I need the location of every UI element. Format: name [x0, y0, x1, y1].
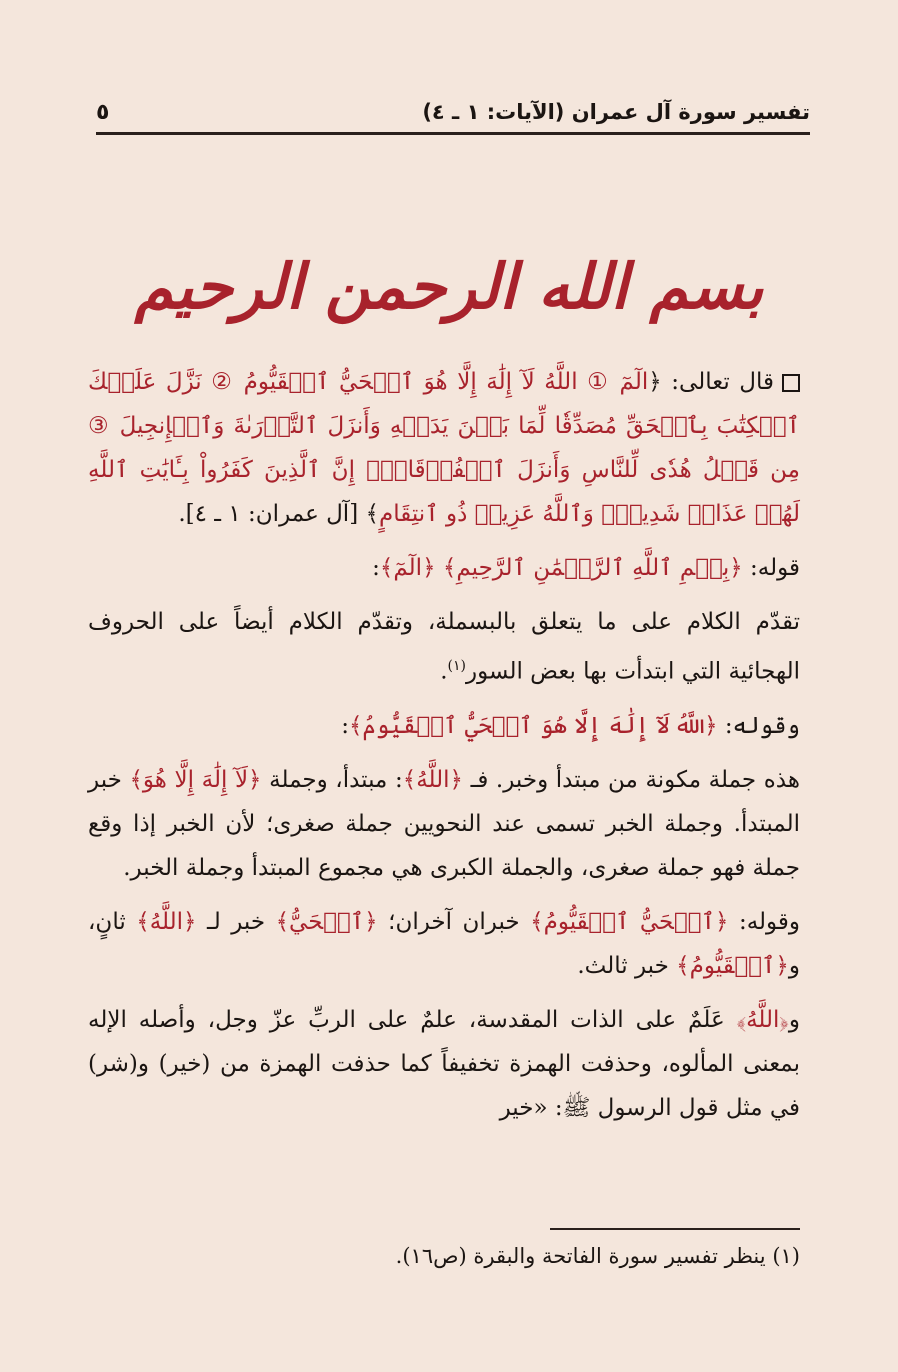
text-segment: وقوله: [728, 908, 801, 935]
verse-intro: قال تعالى: ﴿ [648, 369, 774, 395]
quran-quote: ﴿اللَّهُ لَآ إِلَٰهَ إِلَّا هُوَ ٱلۡحَيُّ ٱلۡقَيُّومُ﴾ [348, 712, 718, 739]
footnote-divider [550, 1228, 800, 1230]
verse-text: الٓمٓ ① اللَّهُ لَآ إِلَٰهَ إِلَّا هُوَ ٱلۡحَيُّ ٱلۡقَيُّومُ ② نَزَّلَ عَلَيۡكَ ٱلۡكِتَٰبَ بِٱلۡحَقِّ مُصَدِّقٗا لِّمَا بَيۡنَ يَدَيۡهِ وَأَنزَلَ ٱلتَّوۡرَىٰةَ وَٱلۡإِنجِيلَ ③ مِن قَبۡلُ هُدٗى لِّلنَّاسِ وَأَنزَلَ ٱلۡفُرۡقَانَۗ إِنَّ ٱلَّذِينَ كَفَرُواْ بِـَٔايَٰتِ ٱللَّهِ لَهُمۡ عَذَابٞ شَدِيدٞۗ وَٱللَّهُ عَزِيزٞ ذُو ٱنتِقَامٍ [88, 369, 800, 527]
text-segment: وقوله: [717, 712, 800, 739]
paragraph-4 [88, 758, 800, 890]
text-segment: : [372, 555, 380, 581]
footnote-ref[interactable]: (١) [447, 658, 466, 674]
verse-paragraph [88, 360, 800, 536]
text-segment: : مبتدأ، وجملة [261, 766, 403, 793]
page-header [96, 92, 810, 135]
quran-quote: ﴿بِسۡمِ ٱللَّهِ ٱلرَّحۡمَٰنِ ٱلرَّحِيمِ﴾ ﴿الٓمٓ﴾ [379, 555, 743, 581]
quran-quote: ﴿اللَّهُ﴾ [736, 1006, 789, 1033]
paragraph-1 [88, 546, 800, 590]
square-bullet-icon [782, 374, 800, 392]
text-segment: خبر لـ [196, 908, 276, 935]
paragraph-5 [88, 900, 800, 988]
quran-quote: ﴿ٱلۡحَيُّ ٱلۡقَيُّومُ﴾ [530, 908, 729, 935]
footnote-text: ينظر تفسير سورة الفاتحة والبقرة (ص١٦). [395, 1244, 766, 1268]
paragraph-3 [88, 704, 800, 748]
footnote-number: (١) [772, 1244, 800, 1268]
text-segment: ثانٍ، و [88, 908, 800, 979]
text-segment: و [788, 1006, 800, 1033]
text-segment: قوله: [742, 555, 800, 581]
text-segment: خبران آخران؛ [377, 908, 531, 935]
header-title: تفسير سورة آل عمران (الآيات: ١ ـ ٤) [422, 100, 810, 124]
paragraph-6 [88, 998, 800, 1130]
text-segment: هذه جملة مكونة من مبتدأ وخبر. فـ [463, 766, 800, 793]
quran-quote: ﴿اللَّهُ﴾ [402, 766, 464, 793]
text-segment: تقدّم الكلام على ما يتعلق بالبسملة، وتقدّم الكلام أيضاً على الحروف الهجائية التي ابتدأت بها بعض السور [88, 609, 800, 685]
main-text [88, 360, 800, 1140]
quran-quote: ﴿لَآ إِلَٰهَ إِلَّا هُوَ﴾ [129, 766, 262, 793]
page-number: ٥ [96, 99, 110, 125]
text-segment: خبر المبتدأ. وجملة الخبر تسمى عند النحويين جملة صغرى؛ لأن الخبر إذا وقع جملة فهو جملة صغرى، والجملة الكبرى هي مجموع المبتدأ وجملة الخبر. [88, 766, 800, 881]
quran-quote: ﴿اللَّهُ﴾ [136, 908, 197, 935]
paragraph-2: تقدّم الكلام على ما يتعلق بالبسملة، وتقدّم الكلام أيضاً على الحروف الهجائية التي ابتدأت بها بعض السور$^{(١)}$. [88, 609, 800, 685]
text-segment: : [341, 712, 349, 739]
text-segment: عَلَمٌ على الذات المقدسة، علمٌ على الربِّ عزّ وجل، وأصله الإله بمعنى المألوه، وحذفت الهمزة تخفيفاً كما حذفت الهمزة من (خير) و(شر) في مثل قول الرسول ﷺ: «خير [88, 1006, 800, 1121]
basmala-calligraphy: بسم الله الرحمن الرحيم [134, 250, 764, 323]
quran-quote: ﴿ٱلۡقَيُّومُ﴾ [676, 952, 789, 979]
quran-quote: ﴿ٱلۡحَيُّ﴾ [275, 908, 378, 935]
verse-citation: ﴾ [آل عمران: ١ ـ ٤]. [178, 501, 379, 527]
text-segment: خبر ثالث. [577, 952, 677, 979]
footnote [88, 1244, 800, 1268]
